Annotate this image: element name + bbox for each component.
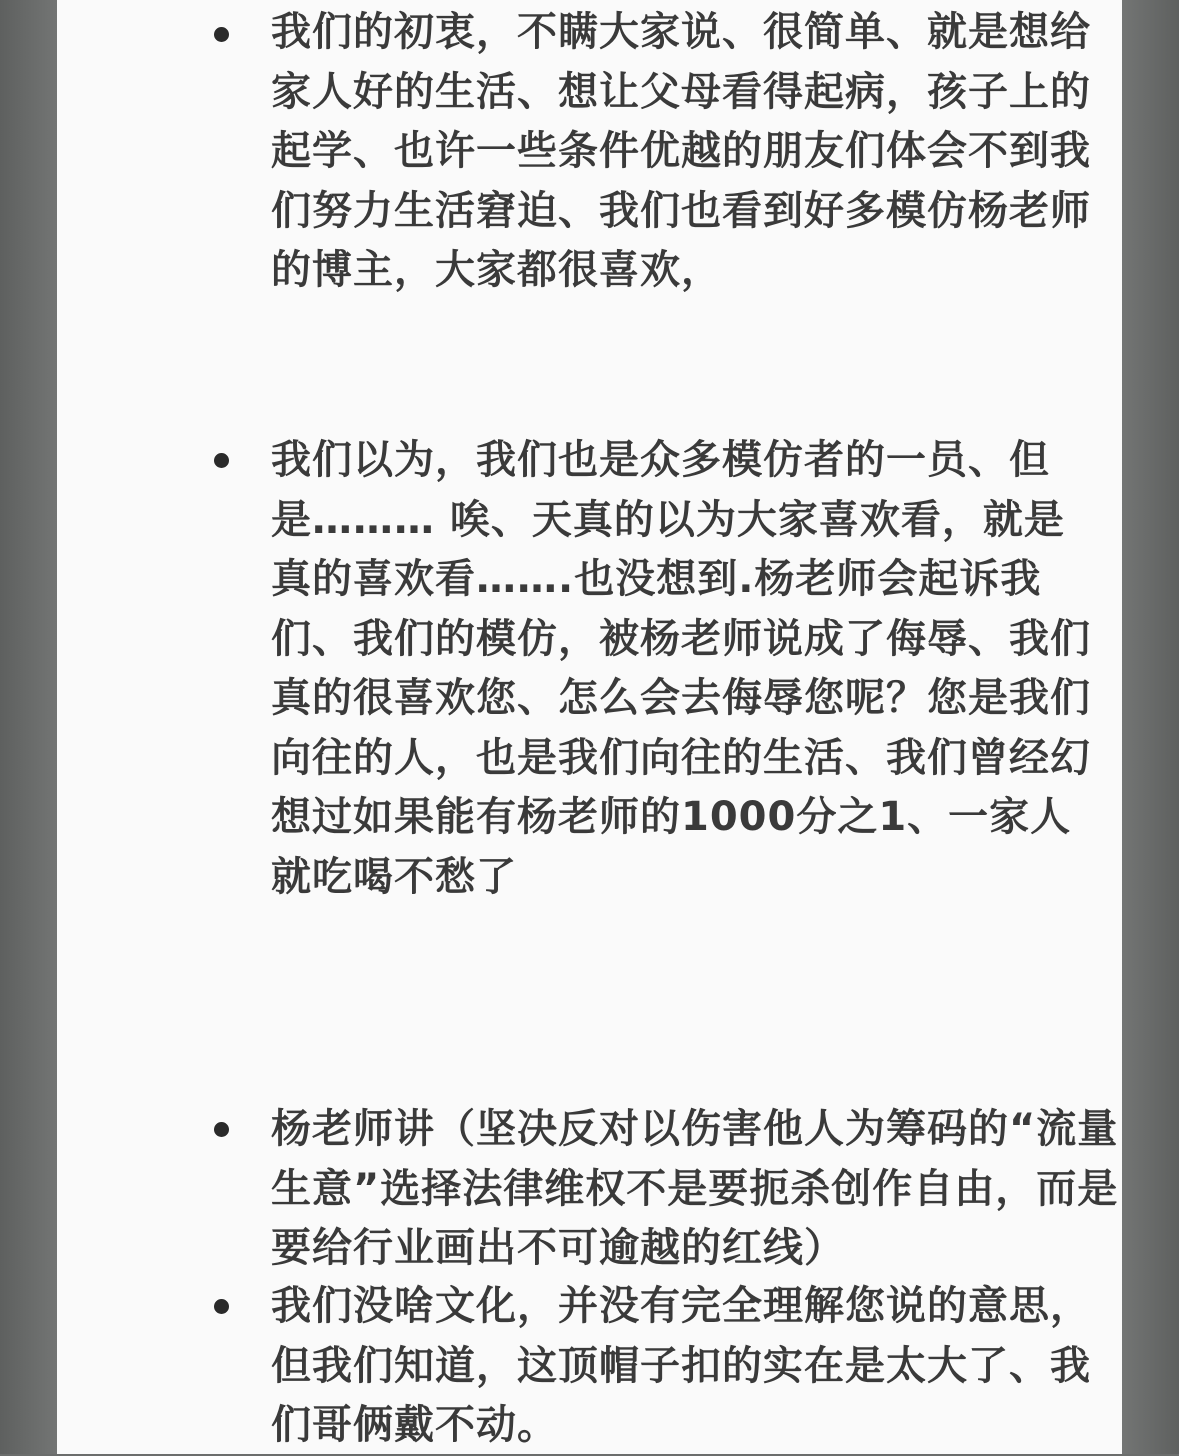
bullet-point-icon	[214, 27, 229, 42]
bullet-point-icon	[214, 1299, 229, 1314]
bullet-text: 我们的初衷，不瞒大家说、很简单、就是想给家人好的生活、想让父母看得起病，孩子上的起学、也许一些条件优越的朋友们体会不到我们努力生活窘迫、我们也看到好多模仿杨老师的博主，大家都很喜欢，	[271, 9, 1091, 293]
bullet-point-icon	[214, 453, 229, 468]
bullet-text: 我们没啥文化，并没有完全理解您说的意思，但我们知道，这顶帽子扣的实在是太大了、我们哥俩戴不动。	[271, 1283, 1091, 1448]
document-page[interactable]	[57, 0, 1122, 1454]
left-background-margin	[0, 0, 57, 1454]
bullet-text: 我们以为，我们也是众多模仿者的一员、但是……… 唉、天真的以为大家喜欢看，就是真的喜欢看…….也没想到.杨老师会起诉我们、我们的模仿，被杨老师说成了侮辱、我们真的很喜欢您、怎么会去侮辱您呢？您是我们向往的人，也是我们向往的生活、我们曾经幻想过如果能有杨老师的1000分之1、一家人就吃喝不愁了	[271, 437, 1091, 900]
bullet-text: 杨老师讲（坚决反对以伤害他人为筹码的“流量生意”选择法律维权不是要扼杀创作自由，而是要给行业画出不可逾越的红线）	[271, 1106, 1119, 1271]
bullet-point-icon	[214, 1122, 229, 1137]
right-background-margin	[1122, 0, 1179, 1454]
